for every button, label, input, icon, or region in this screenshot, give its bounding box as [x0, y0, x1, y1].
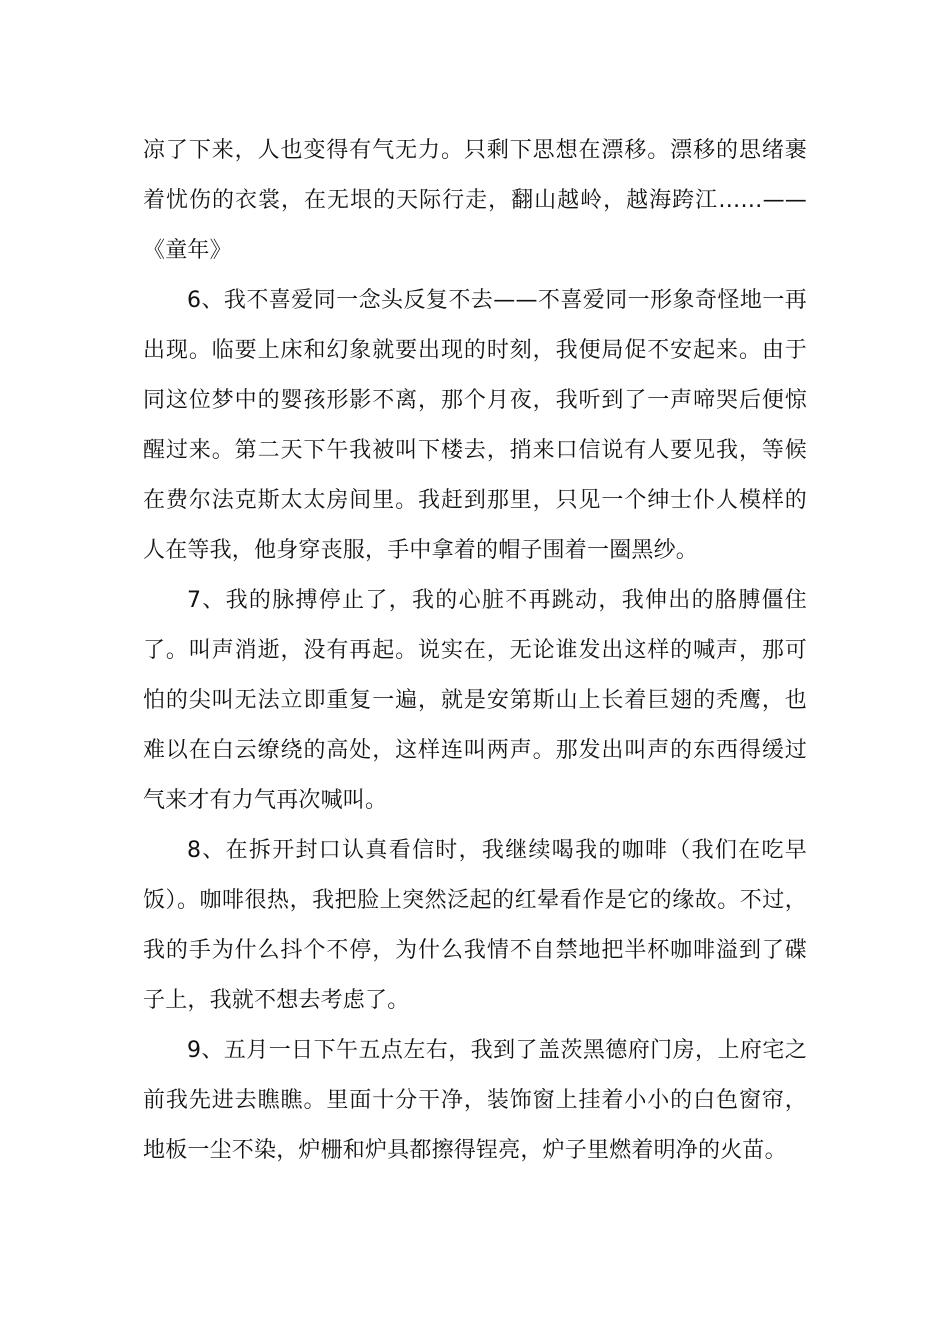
document-body — [143, 126, 807, 1176]
paragraph-9: 9、五月一日下午五点左右，我到了盖茨黑德府门房，上府宅之前我先进去瞧瞧。里面十分干净，装饰窗上挂着小小的白色窗帘，地板一尘不染，炉栅和炉具都擦得锃亮，炉子里燃着明净的火苗。 — [143, 1038, 807, 1163]
paragraph-8: 8、在拆开封口认真看信时，我继续喝我的咖啡（我们在吃早饭）。咖啡很热，我把脸上突然泛起的红晕看作是它的缘故。不过，我的手为什么抖个不停，为什么我情不自禁地把半杯咖啡溢到了碟子上，我就不想去考虑了。 — [143, 838, 807, 1013]
paragraph-5-continued: 凉了下来，人也变得有气无力。只剩下思想在漂移。漂移的思绪裹着忧伤的衣裳，在无垠的天际行走，翻山越岭，越海跨江……——《童年》 — [143, 138, 807, 263]
paragraph-7: 7、我的脉搏停止了，我的心脏不再跳动，我伸出的胳膊僵住了。叫声消逝，没有再起。说实在，无论谁发出这样的喊声，那可怕的尖叫无法立即重复一遍，就是安第斯山上长着巨翅的秃鹰，也难以在白云缭绕的高处，这样连叫两声。那发出叫声的东西得缓过气来才有力气再次喊叫。 — [143, 588, 807, 813]
paragraph-6: 6、我不喜爱同一念头反复不去——不喜爱同一形象奇怪地一再出现。临要上床和幻象就要出现的时刻，我便局促不安起来。由于同这位梦中的婴孩形影不离，那个月夜，我听到了一声啼哭后便惊醒过来。第二天下午我被叫下楼去，捎来口信说有人要见我，等候在费尔法克斯太太房间里。我赶到那里，只见一个绅士仆人模样的人在等我，他身穿丧服，手中拿着的帽子围着一圈黑纱。 — [143, 288, 807, 563]
